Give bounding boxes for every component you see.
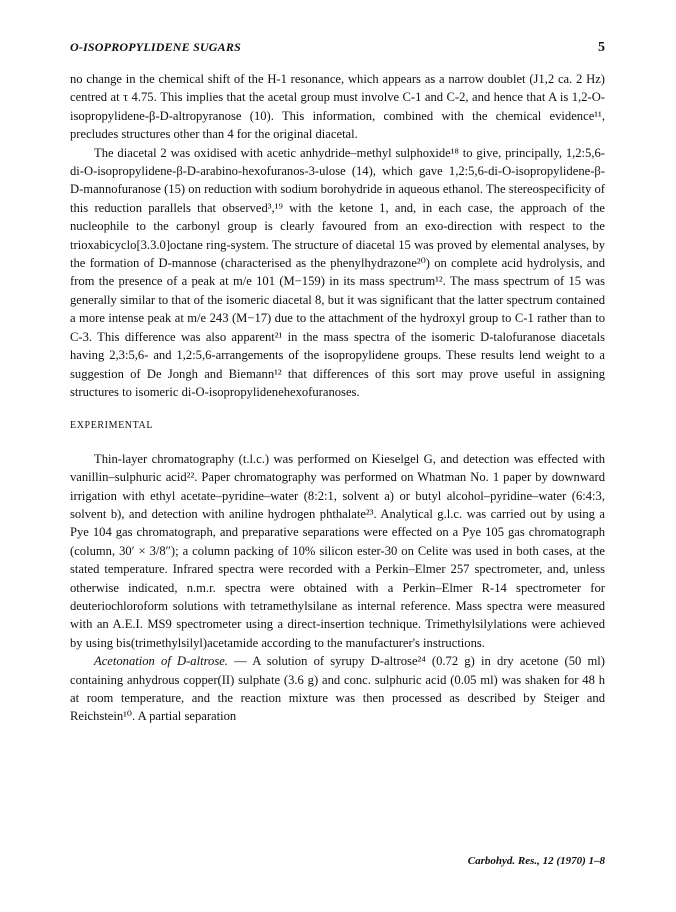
running-title: O-ISOPROPYLIDENE SUGARS [70,40,241,54]
paragraph-continuation: no change in the chemical shift of the H-1 resonance, which appears as a narrow doublet (J1,2 ca. 2 Hz) centred at τ 4.75. This implies that the acetal group must involve C-1 and C-2, and hence that A is 1,2-O-isopropylidene-β-D-altropyranose (10). This information, combined with the chemical evidence¹¹, precludes structures other than 4 for the original diacetal. [70,72,605,142]
journal-citation: Carbohyd. Res., 12 (1970) 1–8 [467,855,605,867]
article-body [70,70,605,726]
acetonation-subheading: Acetonation of D-altrose. [94,654,228,669]
page-number: 5 [598,40,605,55]
paragraph-oxidation: The diacetal 2 was oxidised with acetic anhydride–methyl sulphoxide¹⁸ to give, principally, 1,2:5,6-di-O-isopropylidene-β-D-arabino-hexofuranos-3-ulose (14), which gave 1,2:5,6-di-O-isopropylidene-β-D-mannofuranose (15) on reduction with sodium borohydride in aqueous ethanol. The stereospecificity of this reduction parallels that observed³,¹⁹ with the ketone 1, and, in each case, the approach of the nucleophile to the carbonyl group is clearly favoured from an exo-direction with respect to the trioxabicyclo[3.3.0]octane ring-system. The structure of diacetal 15 was proved by elemental analyses, by the formation of D-mannose (characterised as the phenylhydrazone²⁰) on complete acid hydrolysis, and from the presence of a peak at m/e 101 (M−159) in its mass spectrum¹². The mass spectrum of 15 was generally similar to that of the isomeric diacetal 8, but it was significant that the latter spectrum contained a more intense peak at m/e 243 (M−17) due to the attachment of the hydroxyl group to C-1 rather than to C-3. This difference was also apparent²¹ in the mass spectra of the isomeric D-talofuranose diacetals having 2,3:5,6- and 1,2:5,6-arrangements of the isopropylidene groups. These results lend weight to a suggestion of De Jongh and Biemann¹² that differences of this sort may prove useful in assigning structures to isomeric di-O-isopropylidenehexofuranoses. [70,145,605,399]
section-heading-experimental: EXPERIMENTAL [70,420,154,432]
acetonation-text: — A solution of syrupy D-altrose²⁴ (0.72 g) in dry acetone (50 ml) containing anhydrous copper(II) sulphate (3.6 g) and conc. sulphuric acid (0.05 ml) was shaken for 48 h at room temperature, and the reaction mixture was then processed as described by Steiger and Reichstein¹⁰. A partial separation [70,654,605,724]
page-header [70,40,605,56]
paragraph-acetonation [70,652,605,726]
paragraph-methods: Thin-layer chromatography (t.l.c.) was performed on Kieselgel G, and detection was effected with vanillin–sulphuric acid²². Paper chromatography was performed on Whatman No. 1 paper by downward irrigation with ethyl acetate–pyridine–water (8:2:1, solvent a) or butyl alcohol–pyridine–water (6:4:3, solvent b), and detection with aniline hydrogen phthalate²³. Analytical g.l.c. was carried out by using a Pye 104 gas chromatograph, and preparative separations were effected on a Pye 105 gas chromatograph (column, 30′ × 3/8″); a column packing of 10% silicon ester-30 on Celite was used in both cases, at the stated temperature. Infrared spectra were recorded with a Perkin–Elmer 257 spectrometer, and, unless otherwise indicated, n.m.r. spectra were obtained with a Perkin–Elmer R-14 spectrometer for deuteriochloroform solutions with tetramethylsilane as internal reference. Mass spectra were measured with an A.E.I. MS9 spectrometer using a direct-insertion technique. Trimethylsilylations were achieved by using bis(trimethylsilyl)acetamide according to the manufacturer's instructions. [70,451,605,650]
